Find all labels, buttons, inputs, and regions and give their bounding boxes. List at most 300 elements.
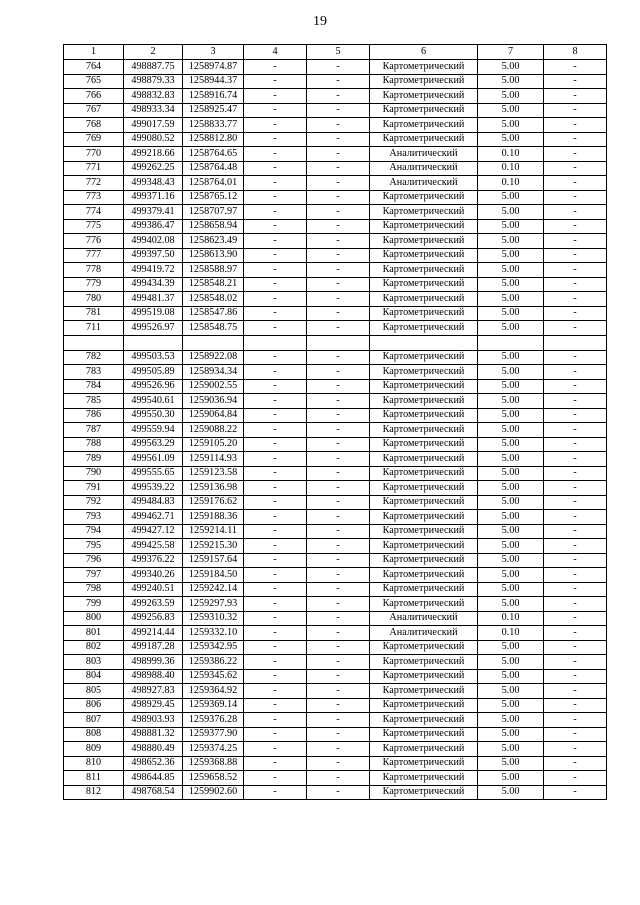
column-header: 8 <box>544 45 607 60</box>
table-cell: 5.00 <box>478 437 544 452</box>
table-cell: 5.00 <box>478 408 544 423</box>
table-cell: 498652.36 <box>124 756 183 771</box>
table-cell: - <box>244 727 307 742</box>
table-row <box>64 379 607 394</box>
table-cell: - <box>307 452 370 467</box>
table-cell: - <box>244 481 307 496</box>
table-cell: 498903.93 <box>124 713 183 728</box>
coordinates-table <box>63 44 607 800</box>
table-cell: - <box>307 408 370 423</box>
table-cell: 5.00 <box>478 205 544 220</box>
table-cell: - <box>307 553 370 568</box>
table-cell: 776 <box>64 234 124 249</box>
table-cell: 5.00 <box>478 539 544 554</box>
table-cell: 807 <box>64 713 124 728</box>
table-cell: 5.00 <box>478 524 544 539</box>
table-cell: Картометрический <box>370 423 478 438</box>
table-cell: - <box>544 219 607 234</box>
table-cell: 1259114.93 <box>183 452 244 467</box>
table-cell: 5.00 <box>478 756 544 771</box>
table-cell: 1259376.28 <box>183 713 244 728</box>
table-cell: - <box>544 669 607 684</box>
table-cell: 5.00 <box>478 263 544 278</box>
table-cell: - <box>307 277 370 292</box>
table-cell: - <box>244 771 307 786</box>
table-cell: - <box>307 132 370 147</box>
table-row <box>64 481 607 496</box>
table-cell: - <box>244 306 307 321</box>
table-cell: - <box>244 626 307 641</box>
table-cell: 5.00 <box>478 74 544 89</box>
table-cell: 1259342.95 <box>183 640 244 655</box>
table-cell: 1259310.32 <box>183 611 244 626</box>
table-cell: - <box>244 452 307 467</box>
table-cell: - <box>244 147 307 162</box>
table-cell: - <box>544 626 607 641</box>
table-row <box>64 626 607 641</box>
table-cell: 5.00 <box>478 248 544 263</box>
table-cell: Картометрический <box>370 263 478 278</box>
table-cell: - <box>244 394 307 409</box>
table-cell: - <box>244 219 307 234</box>
table-row <box>64 727 607 742</box>
table-cell: 796 <box>64 553 124 568</box>
table-cell: 812 <box>64 785 124 800</box>
table-cell: - <box>544 437 607 452</box>
table-cell: 794 <box>64 524 124 539</box>
table-cell: - <box>307 539 370 554</box>
table-cell: 1259123.58 <box>183 466 244 481</box>
table-cell: - <box>307 263 370 278</box>
table-cell: 5.00 <box>478 89 544 104</box>
table-cell: 499555.65 <box>124 466 183 481</box>
table-cell: Картометрический <box>370 727 478 742</box>
table-row <box>64 510 607 525</box>
table-cell: - <box>307 365 370 380</box>
column-header: 2 <box>124 45 183 60</box>
table-cell: 769 <box>64 132 124 147</box>
table-cell: 499379.41 <box>124 205 183 220</box>
table-cell: - <box>544 742 607 757</box>
table-cell: Картометрический <box>370 394 478 409</box>
table-cell: 498881.32 <box>124 727 183 742</box>
table-row <box>64 684 607 699</box>
table-cell: 771 <box>64 161 124 176</box>
table-cell: 499187.28 <box>124 640 183 655</box>
table-cell: - <box>244 161 307 176</box>
table-cell: - <box>544 248 607 263</box>
table-cell: 1259036.94 <box>183 394 244 409</box>
table-cell: - <box>307 626 370 641</box>
table-cell: 1259364.92 <box>183 684 244 699</box>
table-cell: 499371.16 <box>124 190 183 205</box>
table-cell: 498887.75 <box>124 60 183 75</box>
table-cell: 1259157.64 <box>183 553 244 568</box>
table-cell: Картометрический <box>370 698 478 713</box>
table-row <box>64 495 607 510</box>
table-cell: 499376.22 <box>124 553 183 568</box>
table-cell: Картометрический <box>370 568 478 583</box>
table-cell <box>370 335 478 350</box>
table-cell: 797 <box>64 568 124 583</box>
table-cell: - <box>307 147 370 162</box>
table-cell: - <box>544 321 607 336</box>
table-cell: Картометрический <box>370 510 478 525</box>
table-cell: - <box>307 742 370 757</box>
table-cell: - <box>244 742 307 757</box>
table-cell: 1258812.80 <box>183 132 244 147</box>
table-cell: 1258623.49 <box>183 234 244 249</box>
table-cell: 806 <box>64 698 124 713</box>
table-cell: - <box>544 466 607 481</box>
table-cell: - <box>544 408 607 423</box>
table-cell: - <box>244 190 307 205</box>
table-cell: 498832.83 <box>124 89 183 104</box>
table-cell: 1258548.21 <box>183 277 244 292</box>
table-cell: - <box>544 190 607 205</box>
table-cell: 5.00 <box>478 495 544 510</box>
table-cell: - <box>244 597 307 612</box>
table-cell: 498933.34 <box>124 103 183 118</box>
table-cell <box>183 335 244 350</box>
table-cell: 1258764.01 <box>183 176 244 191</box>
table-cell: 1258764.48 <box>183 161 244 176</box>
table-cell: Картометрический <box>370 89 478 104</box>
table-cell: 5.00 <box>478 640 544 655</box>
table-cell: 5.00 <box>478 684 544 699</box>
table-cell: Картометрический <box>370 495 478 510</box>
table-cell: Аналитический <box>370 147 478 162</box>
table-cell: - <box>244 437 307 452</box>
table-cell: - <box>544 524 607 539</box>
table-cell: 5.00 <box>478 219 544 234</box>
table-cell: - <box>244 248 307 263</box>
table-body <box>64 60 607 800</box>
table-cell: Картометрический <box>370 466 478 481</box>
table-cell: 789 <box>64 452 124 467</box>
table-row <box>64 263 607 278</box>
table-row <box>64 350 607 365</box>
table-cell: 1258765.12 <box>183 190 244 205</box>
table-cell: 5.00 <box>478 582 544 597</box>
table-cell: 1258944.37 <box>183 74 244 89</box>
table-cell: Картометрический <box>370 655 478 670</box>
table-row <box>64 423 607 438</box>
table-cell: 5.00 <box>478 423 544 438</box>
table-cell: 766 <box>64 89 124 104</box>
table-cell: 767 <box>64 103 124 118</box>
table-cell: 5.00 <box>478 103 544 118</box>
table-cell: - <box>544 60 607 75</box>
table-cell: 1258548.75 <box>183 321 244 336</box>
table-row <box>64 176 607 191</box>
table-cell: - <box>544 306 607 321</box>
table-cell: 1258833.77 <box>183 118 244 133</box>
table-cell: - <box>544 263 607 278</box>
table-cell: - <box>544 698 607 713</box>
table-cell: 5.00 <box>478 597 544 612</box>
table-cell: Картометрический <box>370 408 478 423</box>
table-cell: - <box>544 365 607 380</box>
table-cell: 5.00 <box>478 118 544 133</box>
table-cell: - <box>244 408 307 423</box>
table-cell: 499348.43 <box>124 176 183 191</box>
table-row <box>64 147 607 162</box>
table-cell: - <box>307 684 370 699</box>
table-cell: 802 <box>64 640 124 655</box>
table-cell: 499539.22 <box>124 481 183 496</box>
table-cell: 498879.33 <box>124 74 183 89</box>
table-cell: 499214.44 <box>124 626 183 641</box>
table-cell: - <box>544 481 607 496</box>
table-row <box>64 205 607 220</box>
table-cell: - <box>544 539 607 554</box>
table-cell: - <box>544 640 607 655</box>
table-row <box>64 365 607 380</box>
table-row <box>64 394 607 409</box>
table-row <box>64 713 607 728</box>
table-cell: 1259136.98 <box>183 481 244 496</box>
table-cell: 1259215.30 <box>183 539 244 554</box>
table-cell: - <box>544 74 607 89</box>
column-header: 4 <box>244 45 307 60</box>
table-cell: - <box>307 190 370 205</box>
table-row <box>64 756 607 771</box>
table-row <box>64 408 607 423</box>
table-cell: 1258916.74 <box>183 89 244 104</box>
table-cell: - <box>244 466 307 481</box>
table-cell: - <box>244 350 307 365</box>
table-cell: 499262.25 <box>124 161 183 176</box>
table-row <box>64 568 607 583</box>
table-row <box>64 698 607 713</box>
table-cell: 499526.97 <box>124 321 183 336</box>
table-cell: 499263.59 <box>124 597 183 612</box>
table-cell: - <box>307 74 370 89</box>
table-cell: 1258974.87 <box>183 60 244 75</box>
column-header: 5 <box>307 45 370 60</box>
table-cell: 499484.83 <box>124 495 183 510</box>
table-cell: 499218.66 <box>124 147 183 162</box>
table-row <box>64 771 607 786</box>
table-cell: 785 <box>64 394 124 409</box>
table-cell: 1258922.08 <box>183 350 244 365</box>
table-cell: 788 <box>64 437 124 452</box>
table-cell: - <box>307 350 370 365</box>
table-cell: Картометрический <box>370 292 478 307</box>
table-cell: Картометрический <box>370 190 478 205</box>
table-cell: - <box>244 611 307 626</box>
table-cell: 499017.59 <box>124 118 183 133</box>
table-row <box>64 321 607 336</box>
table-cell <box>124 335 183 350</box>
table-cell: - <box>307 394 370 409</box>
table-cell: Картометрический <box>370 306 478 321</box>
table-cell: - <box>544 684 607 699</box>
table-cell <box>244 335 307 350</box>
table-cell: 811 <box>64 771 124 786</box>
table-cell: - <box>244 176 307 191</box>
table-cell: 1259902.60 <box>183 785 244 800</box>
table-cell: - <box>307 669 370 684</box>
table-cell: 498880.49 <box>124 742 183 757</box>
table-cell: - <box>244 669 307 684</box>
table-cell: - <box>307 568 370 583</box>
table-cell: 1258588.97 <box>183 263 244 278</box>
table-row <box>64 539 607 554</box>
table-cell: 499425.58 <box>124 539 183 554</box>
table-cell: Картометрический <box>370 713 478 728</box>
table-cell: 784 <box>64 379 124 394</box>
table-row <box>64 292 607 307</box>
table-cell: 5.00 <box>478 321 544 336</box>
table-cell: - <box>307 234 370 249</box>
table-cell: 1259002.55 <box>183 379 244 394</box>
table-cell: - <box>307 655 370 670</box>
table-cell: 803 <box>64 655 124 670</box>
table-cell: 5.00 <box>478 727 544 742</box>
table-cell: 499550.30 <box>124 408 183 423</box>
table-cell: Картометрический <box>370 640 478 655</box>
table-cell: 1258658.94 <box>183 219 244 234</box>
table-cell: Картометрический <box>370 524 478 539</box>
table-cell: - <box>307 292 370 307</box>
table-cell: 5.00 <box>478 394 544 409</box>
table-cell: 805 <box>64 684 124 699</box>
table-cell: - <box>544 89 607 104</box>
table-cell: 795 <box>64 539 124 554</box>
table-cell: 5.00 <box>478 234 544 249</box>
table-cell: - <box>307 437 370 452</box>
table-row <box>64 132 607 147</box>
table-cell: 499256.83 <box>124 611 183 626</box>
table-cell: - <box>307 611 370 626</box>
table-cell: Аналитический <box>370 176 478 191</box>
table-cell: 5.00 <box>478 510 544 525</box>
table-cell: - <box>244 365 307 380</box>
table-cell: 498929.45 <box>124 698 183 713</box>
table-cell: - <box>244 277 307 292</box>
table-cell: 1258934.34 <box>183 365 244 380</box>
table-cell: - <box>244 524 307 539</box>
table-row <box>64 640 607 655</box>
table-row <box>64 335 607 350</box>
table-cell: 1258547.86 <box>183 306 244 321</box>
table-cell: - <box>244 510 307 525</box>
table-cell: 782 <box>64 350 124 365</box>
table-cell: - <box>544 553 607 568</box>
table-cell: 775 <box>64 219 124 234</box>
table-cell: Картометрический <box>370 379 478 394</box>
table-cell: - <box>544 379 607 394</box>
table-cell: 798 <box>64 582 124 597</box>
table-cell: 5.00 <box>478 669 544 684</box>
table-cell: 783 <box>64 365 124 380</box>
table-cell: - <box>544 423 607 438</box>
table-cell: 777 <box>64 248 124 263</box>
table-cell: 499540.61 <box>124 394 183 409</box>
table-cell: - <box>307 89 370 104</box>
table-cell: 498999.36 <box>124 655 183 670</box>
table-cell: 499462.71 <box>124 510 183 525</box>
table-cell: 770 <box>64 147 124 162</box>
table-cell: 499427.12 <box>124 524 183 539</box>
table-row <box>64 785 607 800</box>
table-cell: - <box>544 727 607 742</box>
table-cell: 5.00 <box>478 277 544 292</box>
table-cell: - <box>307 713 370 728</box>
table-cell: - <box>544 495 607 510</box>
table-cell: - <box>307 306 370 321</box>
table-cell: 799 <box>64 597 124 612</box>
table-cell: 787 <box>64 423 124 438</box>
table-cell: - <box>307 466 370 481</box>
table-cell: - <box>244 60 307 75</box>
table-cell: 499386.47 <box>124 219 183 234</box>
table-cell: Картометрический <box>370 103 478 118</box>
table-cell: 792 <box>64 495 124 510</box>
table-cell: 1259242.14 <box>183 582 244 597</box>
table-cell: 499526.96 <box>124 379 183 394</box>
table-cell: 498768.54 <box>124 785 183 800</box>
column-header: 6 <box>370 45 478 60</box>
table-cell: - <box>307 785 370 800</box>
table-cell: 499080.52 <box>124 132 183 147</box>
table-cell: - <box>244 640 307 655</box>
table-cell: - <box>244 379 307 394</box>
table-cell: 499561.09 <box>124 452 183 467</box>
column-header: 1 <box>64 45 124 60</box>
table-cell: - <box>244 234 307 249</box>
table-cell: 780 <box>64 292 124 307</box>
table-cell: - <box>307 524 370 539</box>
table-cell: Картометрический <box>370 205 478 220</box>
table-cell: - <box>544 234 607 249</box>
table-cell: Картометрический <box>370 132 478 147</box>
table-cell: Картометрический <box>370 582 478 597</box>
table-cell <box>307 335 370 350</box>
table-cell: 1259064.84 <box>183 408 244 423</box>
table-cell: 499503.53 <box>124 350 183 365</box>
table-cell: 1259332.10 <box>183 626 244 641</box>
table-cell: 499481.37 <box>124 292 183 307</box>
column-header: 3 <box>183 45 244 60</box>
table-cell: Картометрический <box>370 539 478 554</box>
table-cell: Картометрический <box>370 742 478 757</box>
table-cell: - <box>244 89 307 104</box>
table-cell <box>64 335 124 350</box>
table-cell <box>544 335 607 350</box>
table-cell: - <box>244 568 307 583</box>
table-cell: - <box>307 756 370 771</box>
table-cell: - <box>544 277 607 292</box>
table-cell: 0.10 <box>478 161 544 176</box>
table-cell: 499563.29 <box>124 437 183 452</box>
table-row <box>64 306 607 321</box>
table-cell: - <box>244 698 307 713</box>
table-cell: - <box>307 205 370 220</box>
table-cell: - <box>544 176 607 191</box>
table-cell: 5.00 <box>478 60 544 75</box>
table-cell: 1259188.36 <box>183 510 244 525</box>
table-cell: - <box>544 597 607 612</box>
table-cell: 1258613.90 <box>183 248 244 263</box>
table-cell: - <box>244 756 307 771</box>
table-row <box>64 190 607 205</box>
table-cell: 5.00 <box>478 553 544 568</box>
table-cell: - <box>307 248 370 263</box>
table-cell: - <box>307 597 370 612</box>
